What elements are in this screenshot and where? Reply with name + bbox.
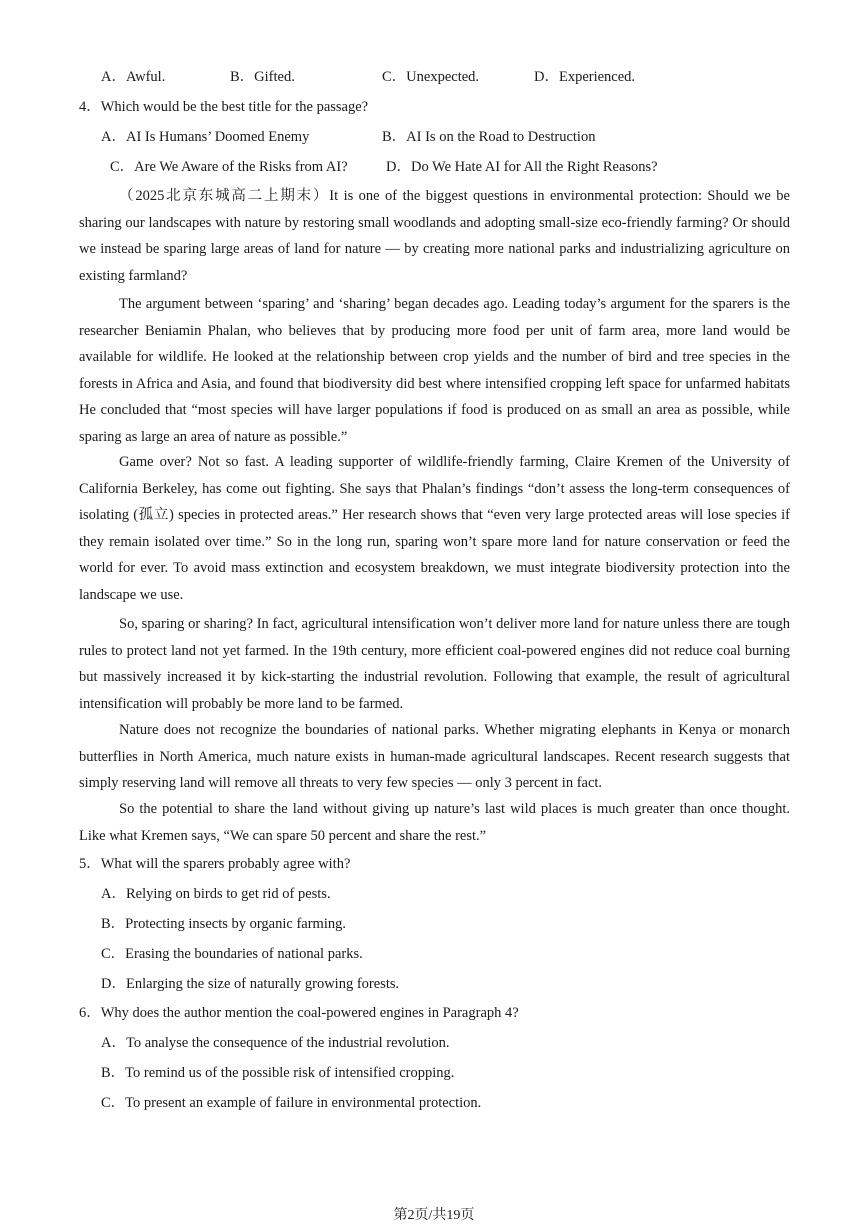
passage-paragraph-5: Nature does not recognize the boundaries of national parks. Whether migrating elephants in Kenya or monarch butterflies in North America, much nature exists in human-made agricultural landscapes. Recent research suggests that simply reserving land will remove all threats to very few species — only 3 percent in fact. xyxy=(79,722,790,791)
q4-option-d: D．Do We Hate AI for All the Right Reasons? xyxy=(386,159,658,175)
q3-option-c: C．Unexpected. xyxy=(382,69,480,85)
q4-option-b: B．AI Is on the Road to Destruction xyxy=(382,129,596,145)
q6-option-b: B．To remind us of the possible risk of intensified cropping. xyxy=(101,1065,455,1081)
q5-option-d: D．Enlarging the size of naturally growing forests. xyxy=(101,976,400,992)
q3-option-d: D．Experienced. xyxy=(534,69,636,85)
passage-paragraph-4: So, sparing or sharing? In fact, agricultural intensification won’t deliver more land for nature unless there are tough rules to protect land not yet farmed. In the 19th century, more efficient coal-powered engines did not reduce coal burning but massively increased it by kick-starting the industrial revolution. Following that example, the result of agricultural intensification will probably be more land to be farmed. xyxy=(79,616,790,712)
passage-paragraph-2: The argument between ‘sparing’ and ‘sharing’ began decades ago. Leading today’s argument for the sparers is the researcher Beniamin Phalan, who believes that by producing more food per unit of farm area, more land would be available for wildlife. He looked at the relationship between crop yields and the number of bird and tree species in the forests in Africa and Asia, and found that biodiversity did best where intensified cropping left space for unfarmed habitats He concluded that “most species will have larger populations if food is produced on as small an area as possible, while sparing as large an area of nature as possible.” xyxy=(79,296,790,445)
q5-option-a: A．Relying on birds to get rid of pests. xyxy=(101,886,331,902)
passage-paragraph-1: （2025北京东城高二上期末）It is one of the biggest questions in environmental protection: Should we be sharing our landscapes with nature by restoring small woodlands and adopting small-size eco-friendly farming? Or should we instead be sparing large areas of land for nature — by creating more national parks and industrializing agriculture on existing farmland? xyxy=(79,188,790,284)
q6-option-c: C．To present an example of failure in environmental protection. xyxy=(101,1095,482,1111)
q5-stem: 5．What will the sparers probably agree with? xyxy=(79,856,351,872)
q5-option-b: B．Protecting insects by organic farming. xyxy=(101,916,346,932)
passage-paragraph-3: Game over? Not so fast. A leading supporter of wildlife-friendly farming, Claire Kremen of the University of California Berkeley, has come out fighting. She says that Phalan’s findings “don’t assess the long-term consequences of isolating (孤立) species in protected areas.” Her research shows that “even very large protected areas will lose species if they remain isolated over time.” So in the long run, sparing won’t spare more land for nature conservation or feed the world for ever. To avoid mass extinction and ecosystem breakdown, we must integrate biodiversity protection into the landscape we use. xyxy=(79,454,790,603)
page-number-footer: 第2页/共19页 xyxy=(393,1208,475,1223)
q3-option-b: B．Gifted. xyxy=(230,69,295,85)
q4-option-c: C．Are We Aware of the Risks from AI? xyxy=(110,159,348,175)
q5-option-c: C．Erasing the boundaries of national parks. xyxy=(101,946,363,962)
q6-stem: 6．Why does the author mention the coal-powered engines in Paragraph 4? xyxy=(79,1005,519,1021)
q6-option-a: A．To analyse the consequence of the industrial revolution. xyxy=(101,1035,450,1051)
q3-option-a: A．Awful. xyxy=(101,69,166,85)
q4-stem: 4．Which would be the best title for the passage? xyxy=(79,99,369,115)
q4-option-a: A．AI Is Humans’ Doomed Enemy xyxy=(101,129,310,145)
passage-paragraph-6: So the potential to share the land without giving up nature’s last wild places is much greater than once thought. Like what Kremen says, “We can spare 50 percent and share the rest.” xyxy=(79,801,790,844)
